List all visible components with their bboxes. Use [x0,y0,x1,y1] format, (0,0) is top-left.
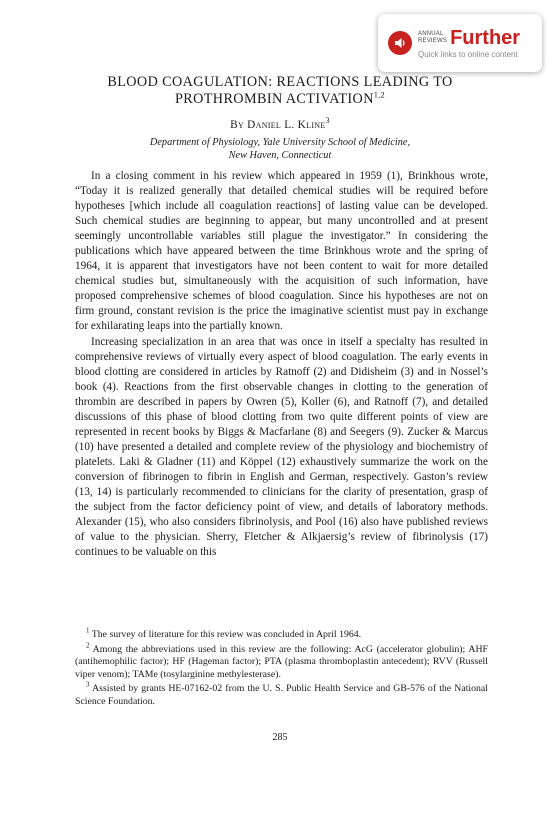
speaker-icon [392,35,408,51]
author-footnote-mark: 3 [325,116,330,126]
footnote [75,641,488,682]
affiliation-line2: New Haven, Connecticut [228,150,332,161]
footnote-mark: 2 [86,641,90,650]
article-title-line2 [60,91,500,108]
page-number: 285 [272,732,288,743]
title-text: PROTHROMBIN ACTIVATION [174,91,374,107]
annual-reviews-logo-icon [388,31,412,55]
footnote-mark: 3 [86,681,90,690]
footnotes [75,626,488,711]
badge-brand-line2: REVIEWS [418,37,448,44]
footnote [75,626,488,642]
footnote-text: Assisted by grants HE-07162-02 from the U. S. Public Health Service and GB-576 of the National Science Foundation. [75,683,488,707]
author-name: Daniel L. Kline [247,119,326,131]
author-line [60,116,500,131]
badge-text [418,28,520,59]
badge-subtitle: Quick links to online content [418,49,518,59]
author-by: By [230,119,245,131]
paragraph: Increasing specialization in an area that was once in itself a specialty has resulted in comprehensive reviews of virtually every aspect of blood coagulation. The early events in blood clotting are considered in articles by Ratnoff (2) and Didisheim (3) and in Nossel’s book (4). Reactions from the first observable changes in clotting to the generation of thrombin are described in papers by Owren (5), Koller (6), and Ratnoff (7), and detailed discussions of this phase of blood clotting from two quite different points of view are represented in recent books by Biggs & Macfarlane (8) and Seegers (9). Zucker & Marcus (10) have presented a detailed and complete review of the physiology and biochemistry of platelets. Laki & Gladner (11) and Köppel (12) exhaustively summarize the work on the conversion of fibrinogen to fibrin in English and German, respectively. Gaston’s review (13, 14) is particularly recommended to clinicians for the clarity of presentation, grasp of the subject from the factor deficiency point of view, and details of laboratory methods. Alexander (15), who also considers fibrinolysis, and Pool (16) also have published reviews of value to the physician. Sherry, Fletcher & Alkjaersig’s review of fibrinolysis (17) continues to be valuable on this [75,335,488,559]
title-footnote-marks: 1,2 [373,90,386,100]
footnote [75,683,488,708]
footnote-text: Among the abbreviations used in this review are the following: AcG (accelerator globulin); AHF (antihemophilic factor); HF (Hageman factor); PTA (plasma thromboplastin antecedent); RVV (Russell viper venom); TAMe (tosylarginine methylesterase). [75,643,488,680]
badge-brand-line1: ANNUAL [418,31,444,37]
badge-further-label: Further [450,26,521,49]
affiliation-line1: Department of Physiology, Yale University School of Medicine, [149,137,411,148]
further-badge[interactable] [378,14,542,72]
article-title-line1: BLOOD COAGULATION: REACTIONS LEADING TO [107,74,453,90]
footnote-mark: 1 [86,626,90,635]
footnote-text: The survey of literature for this review was concluded in April 1964. [91,629,362,640]
body-text [75,169,488,560]
paragraph: In a closing comment in his review which appeared in 1959 (1), Brinkhous wrote, “Today it is realized generally that detailed chemical studies will be required before hypotheses [which include all coagulation reactions] of lasting value can be developed. Such chemical studies are beginning to appear, but many uncontrolled and at present seemingly uncontrollable variables still plague the investigator.” In considering the publications which have appeared between the time Brinkhous wrote and the spring of 1964, it is apparent that investigators have not been content to wait for more detailed chemical studies but, simultaneously with the acquisition of such information, have proposed comprehensive schemes of blood coagulation. Since his hypotheses are not on firm ground, constant revision is the price the imaginative scientist must pay in exchange for exhilarating leaps into the partially known. [75,170,488,333]
